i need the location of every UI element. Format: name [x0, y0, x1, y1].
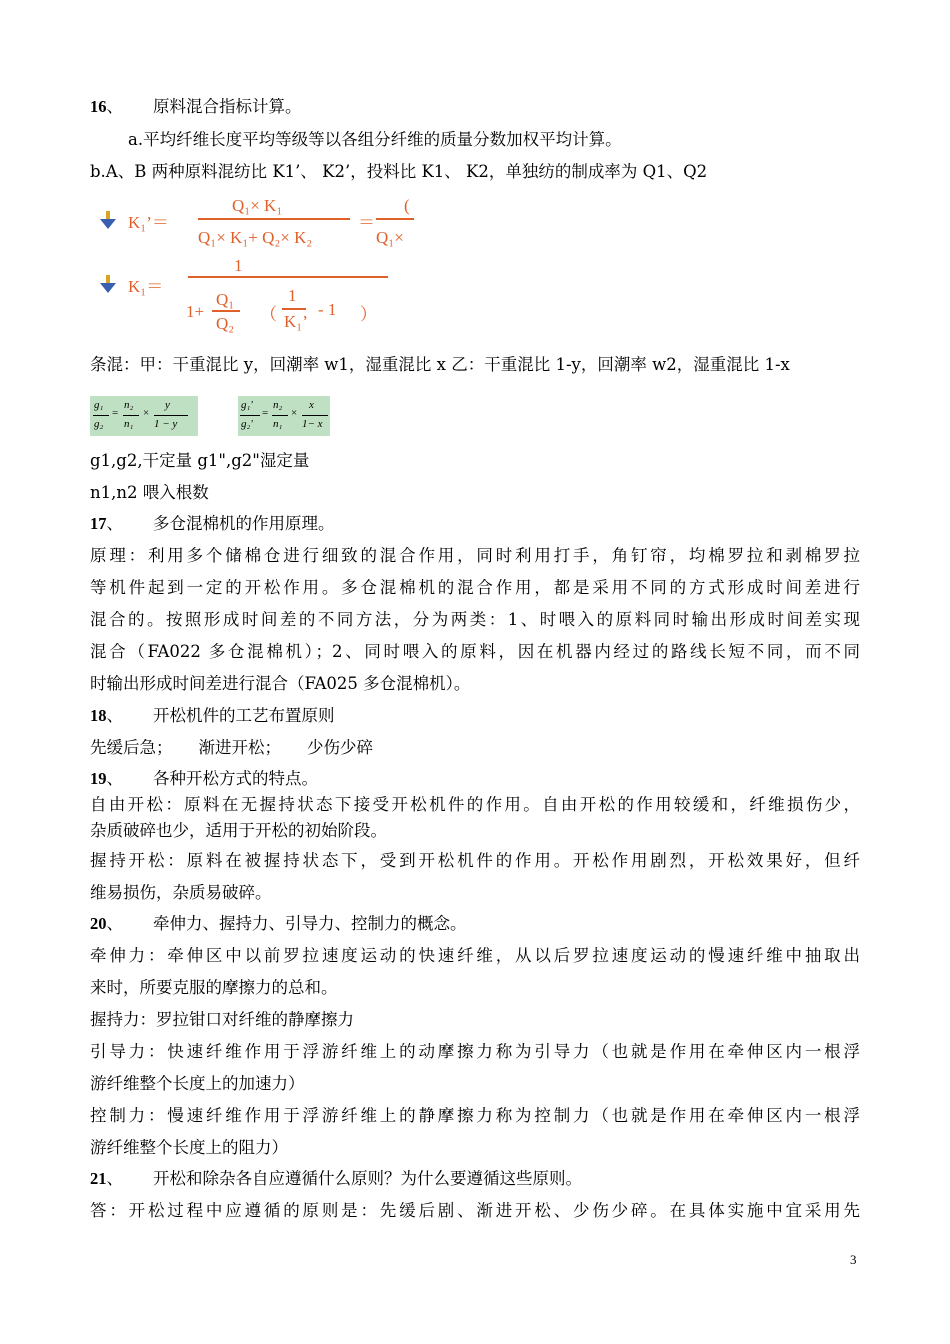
paragraph-line: a.平均纤维长度平均等级等以各组分纤维的质量分数加权平均计算。 [128, 130, 622, 149]
paragraph-line: 混合（FA022 多仓混棉机）；2、同时喂入的原料，因在机器内经过的路线长短不同，而不同 [90, 642, 860, 661]
paragraph-line: 游纤维整个长度上的阻力） [90, 1138, 288, 1157]
question-title: 各种开松方式的特点。 [153, 769, 318, 788]
paragraph-line: 控制力：慢速纤维作用于浮游纤维上的静摩擦力称为控制力（也就是作用在牵伸区内一根浮 [90, 1106, 860, 1125]
paragraph-line: g1,g2,干定量 g1",g2"湿定量 [90, 451, 310, 470]
bullet-arrow-icon [100, 211, 116, 229]
question-number: 20 [90, 914, 107, 933]
question-number: 16 [90, 97, 107, 116]
paragraph-line: 来时，所要克服的摩擦力的总和。 [90, 978, 338, 997]
paragraph-line: 引导力：快速纤维作用于浮游纤维上的动摩擦力称为引导力（也就是作用在牵伸区内一根浮 [90, 1042, 860, 1061]
page-number: 3 [850, 1252, 857, 1267]
question-21-heading: 21、 开松和除杂各自应遵循什么原则？为什么要遵循这些原则。 [90, 1169, 582, 1188]
paragraph-line: 维易损伤，杂质易破碎。 [90, 883, 272, 902]
question-title: 原料混合指标计算。 [153, 97, 302, 116]
question-number: 19 [90, 769, 107, 788]
paragraph-line: 游纤维整个长度上的加速力） [90, 1074, 305, 1093]
question-title: 开松机件的工艺布置原则 [153, 706, 335, 725]
paragraph-line: 握持开松：原料在被握持状态下，受到开松机件的作用。开松作用剧烈，开松效果好，但纤 [90, 851, 860, 870]
question-20-heading: 20、 牵伸力、握持力、引导力、控制力的概念。 [90, 914, 467, 933]
paragraph-line: 握持力：罗拉钳口对纤维的静摩擦力 [90, 1010, 354, 1029]
question-title: 开松和除杂各自应遵循什么原则？为什么要遵循这些原则。 [153, 1169, 582, 1188]
question-16-heading: 16、 原料混合指标计算。 [90, 97, 302, 116]
paragraph-line: 混合的。按照形成时间差的不同方法，分为两类：1、时喂入的原料同时输出形成时间差实现 [90, 610, 860, 629]
paragraph-line: n1,n2 喂入根数 [90, 483, 209, 502]
paragraph-line: 杂质破碎也少，适用于开松的初始阶段。 [90, 821, 387, 840]
formula-k1-prime: K₁’＝ Q₁× K₁ Q₁× K₁+ Q₂× K₂ ＝ ( Q₁× [128, 196, 428, 256]
paragraph-line: b.A、B 两种原料混纺比 K1’、 K2’，投料比 K1、 K2，单独纺的制成率为 Q1、Q2 [90, 162, 708, 181]
question-number: 18 [90, 706, 107, 725]
bullet-arrow-icon [100, 275, 116, 293]
question-17-heading: 17、 多仓混棉机的作用原理。 [90, 514, 335, 533]
paragraph-line: 时输出形成时间差进行混合（FA025 多仓混棉机）。 [90, 674, 471, 693]
formula-dry-ratio: g₁ g₂ = n₂ n₁ × y 1 − y [90, 396, 198, 436]
formula-wet-ratio: g₁' g₂' = n₂ n₁ × x 1− x [238, 396, 330, 436]
paragraph-line: 等机件起到一定的开松作用。多仓混棉机的混合作用，都是采用不同的方式形成时间差进行 [90, 578, 860, 597]
paragraph-line: 条混：甲：干重混比 y，回潮率 w1，湿重混比 x 乙：干重混比 1-y，回潮率 w2，湿重混比 1-x [90, 355, 790, 374]
question-19-heading: 19、 各种开松方式的特点。 [90, 769, 318, 788]
paragraph-line: 答：开松过程中应遵循的原则是：先缓后剧、渐进开松、少伤少碎。在具体实施中宜采用先 [90, 1201, 860, 1220]
question-title: 多仓混棉机的作用原理。 [153, 514, 335, 533]
paragraph-line: 自由开松：原料在无握持状态下接受开松机件的作用。自由开松的作用较缓和，纤维损伤少， [90, 795, 860, 814]
principles-line: 先缓后急； 渐进开松； 少伤少碎 [90, 738, 373, 757]
paragraph-line: 原理：利用多个储棉仓进行细致的混合作用，同时利用打手，角钉帘，均棉罗拉和剥棉罗拉 [90, 546, 860, 565]
question-title: 牵伸力、握持力、引导力、控制力的概念。 [153, 914, 467, 933]
question-number: 17 [90, 514, 107, 533]
question-number: 21 [90, 1169, 107, 1188]
question-18-heading: 18、 开松机件的工艺布置原则 [90, 706, 335, 725]
paragraph-line: 牵伸力：牵伸区中以前罗拉速度运动的快速纤维，从以后罗拉速度运动的慢速纤维中抽取出 [90, 946, 860, 965]
formula-k1: K₁＝ 1 1+ Q₁ Q₂ （ 1 K₁’ - 1 ） [128, 256, 398, 336]
